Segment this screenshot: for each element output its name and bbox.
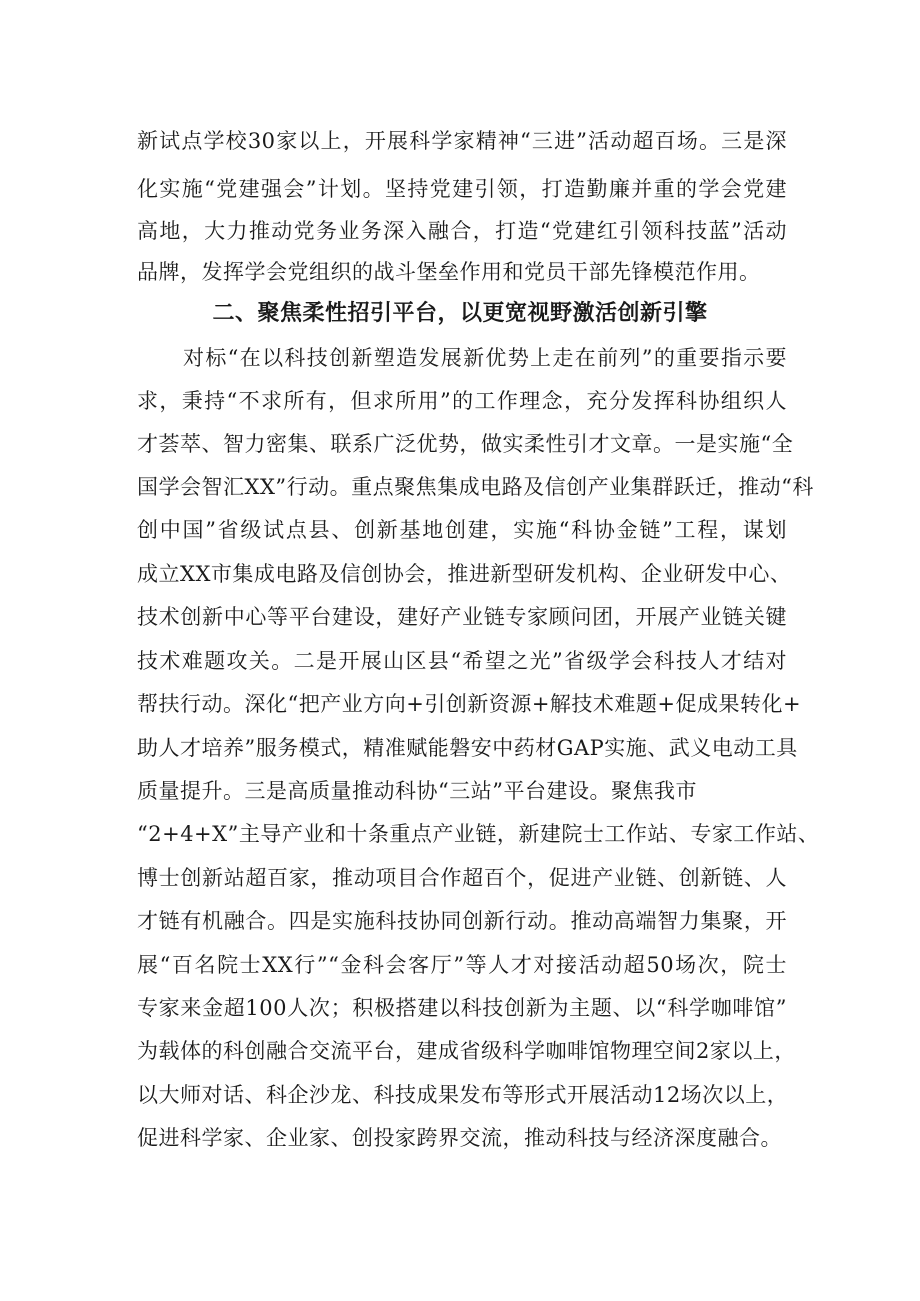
paragraph-line: 技术创新中心等平台建设，建好产业链专家顾问团，开展产业链关键 bbox=[137, 605, 787, 629]
paragraph-line: 才链有机融合。四是实施科技协同创新行动。推动高端智力集聚，开 bbox=[137, 909, 787, 933]
paragraph-line: 促进科学家、企业家、创投家跨界交流，推动科技与经济深度融合。 bbox=[137, 1126, 782, 1150]
paragraph-line: 高地，大力推动党务业务深入融合，打造“党建红引领科技蓝”活动 bbox=[137, 219, 787, 243]
paragraph-line: 国学会智汇XX”行动。重点聚焦集成电路及信创产业集群跃迁，推动“科 bbox=[137, 475, 814, 499]
paragraph-line: 求，秉持“不求所有，但求所用”的工作理念，充分发挥科协组织人 bbox=[137, 389, 787, 413]
section-heading: 二、聚焦柔性招引平台，以更宽视野激活创新引擎 bbox=[212, 301, 708, 326]
paragraph-line: 博士创新站超百家，推动项目合作超百个，促进产业链、创新链、人 bbox=[137, 866, 787, 890]
paragraph-line: 专家来金超100人次；积极搭建以科技创新为主题、以“科学咖啡馆” bbox=[137, 996, 787, 1020]
paragraph-line: 品牌，发挥学会党组织的战斗堡垒作用和党员干部先锋模范作用。 bbox=[137, 260, 761, 284]
paragraph-line: 质量提升。三是高质量推动科协“三站”平台建设。聚焦我市 bbox=[137, 779, 697, 803]
paragraph-line: 技术难题攻关。二是开展山区县“希望之光”省级学会科技人才结对 bbox=[137, 649, 787, 673]
paragraph-line: 帮扶行动。深化“把产业方向+引创新资源+解技术难题+促成果转化+ bbox=[137, 692, 802, 716]
paragraph-line: 助人才培养”服务模式，精准赋能磐安中药材GAP实施、武义电动工具 bbox=[137, 736, 798, 760]
paragraph-line: 为载体的科创融合交流平台，建成省级科学咖啡馆物理空间2家以上， bbox=[137, 1039, 796, 1063]
paragraph-line: 以大师对话、科企沙龙、科技成果发布等形式开展活动12场次以上， bbox=[137, 1083, 789, 1107]
paragraph-line: 新试点学校30家以上，开展科学家精神“三进”活动超百场。三是深 bbox=[137, 129, 787, 153]
paragraph-line: 创中国”省级试点县、创新基地创建，实施“科协金链”工程，谋划 bbox=[137, 518, 787, 542]
paragraph-line: 化实施“党建强会”计划。坚持党建引领，打造勤廉并重的学会党建 bbox=[137, 177, 787, 201]
paragraph-line: “2+4+X”主导产业和十条重点产业链，新建院士工作站、专家工作站、 bbox=[137, 822, 820, 846]
paragraph-line: 展“百名院士XX行”“金科会客厅”等人才对接活动超50场次，院士 bbox=[137, 953, 787, 977]
paragraph-line: 成立XX市集成电路及信创协会，推进新型研发机构、企业研发中心、 bbox=[137, 562, 792, 586]
paragraph-line: 对标“在以科技创新塑造发展新优势上走在前列”的重要指示要 bbox=[183, 346, 787, 370]
paragraph-line: 才荟萃、智力密集、联系广泛优势，做实柔性引才文章。一是实施“全 bbox=[137, 432, 794, 456]
